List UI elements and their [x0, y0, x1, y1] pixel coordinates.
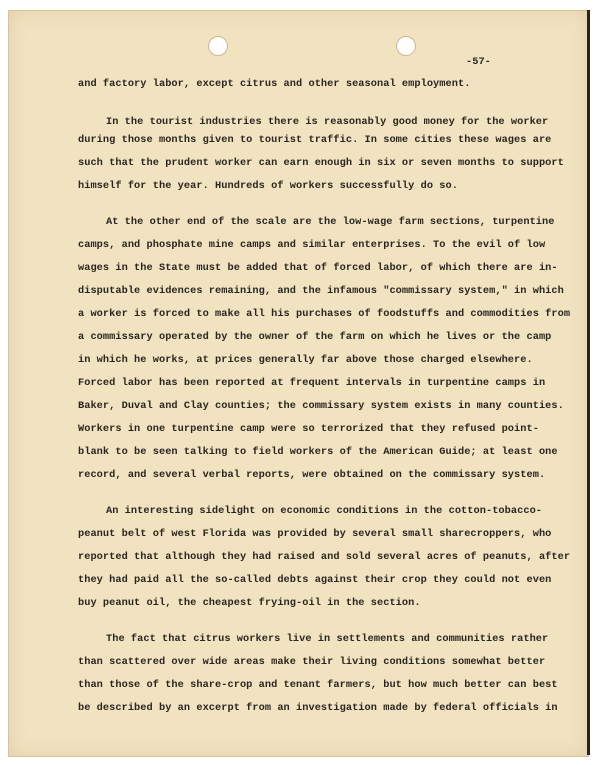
paragraph-start-line: An interesting sidelight on economic conditions in the cotton-tobacco- [106, 505, 543, 517]
text-line: than those of the share-crop and tenant farmers, but how much better can best [78, 679, 558, 691]
text-line: buy peanut oil, the cheapest frying-oil in the section. [78, 597, 421, 609]
paragraph-start-line: In the tourist industries there is reasonably good money for the worker [106, 116, 549, 128]
text-line: record, and several verbal reports, were obtained on the commissary system. [78, 469, 546, 481]
paragraph-start-line: The fact that citrus workers live in settlements and communities rather [106, 633, 549, 645]
text-line: during those months given to tourist traffic. In some cities these wages are [78, 134, 552, 146]
text-line: himself for the year. Hundreds of workers successfully do so. [78, 180, 458, 192]
text-line: a commissary operated by the owner of the farm on which he lives or the camp [78, 331, 552, 343]
text-line: camps, and phosphate mine camps and similar enterprises. To the evil of low [78, 239, 546, 251]
page-edge-shadow [587, 10, 590, 755]
binder-hole-left [208, 36, 228, 56]
text-line: be described by an excerpt from an investigation made by federal officials in [78, 702, 558, 714]
text-line: Forced labor has been reported at frequent intervals in turpentine camps in [78, 377, 546, 389]
binder-hole-right [396, 36, 416, 56]
text-line: Baker, Duval and Clay counties; the commissary system exists in many counties. [78, 400, 564, 412]
text-line: a worker is forced to make all his purchases of foodstuffs and commodities from [78, 308, 571, 320]
text-line: in which he works, at prices generally far above those charged elsewhere. [78, 354, 533, 366]
text-line: Workers in one turpentine camp were so terrorized that they refused point- [78, 423, 539, 435]
text-line: such that the prudent worker can earn enough in six or seven months to support [78, 157, 564, 169]
text-line: reported that although they had raised and sold several acres of peanuts, after [78, 551, 571, 563]
text-line: and factory labor, except citrus and other seasonal employment. [78, 78, 471, 90]
text-line: peanut belt of west Florida was provided by several small sharecroppers, who [78, 528, 552, 540]
text-line: wages in the State must be added that of forced labor, of which there are in- [78, 262, 558, 274]
paragraph-start-line: At the other end of the scale are the low-wage farm sections, turpentine [106, 216, 555, 228]
text-line: blank to be seen talking to field workers of the American Guide; at least one [78, 446, 558, 458]
text-line: disputable evidences remaining, and the infamous "commissary system," in which [78, 285, 564, 297]
page-number: -57- [466, 56, 491, 68]
text-line: they had paid all the so-called debts against their crop they could not even [78, 574, 552, 586]
text-line: than scattered over wide areas make their living conditions somewhat better [78, 656, 546, 668]
